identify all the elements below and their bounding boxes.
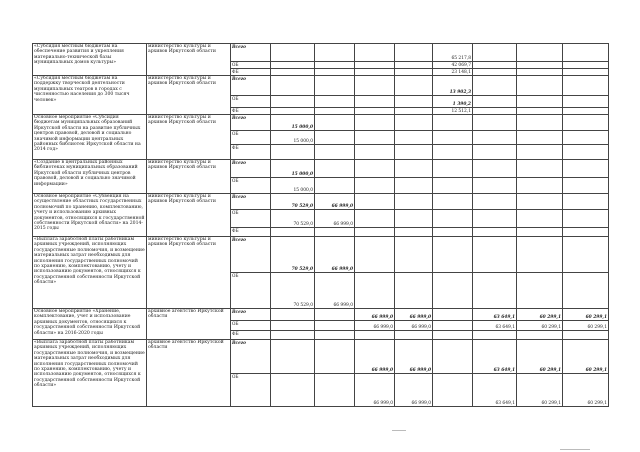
- amount-cell: [315, 228, 355, 237]
- amount-cell: [433, 160, 473, 178]
- amount-cell: [271, 374, 315, 407]
- amount-cell: [473, 210, 517, 228]
- amount-cell: [395, 210, 433, 228]
- amount-cell: [271, 145, 315, 160]
- amount-cell: 70 529,0: [271, 210, 315, 228]
- amount-cell: [433, 237, 473, 273]
- table-row: [33, 160, 609, 178]
- funding-source-label: ФБ: [231, 228, 271, 237]
- amount-cell: [395, 96, 433, 108]
- amount-cell: [517, 178, 563, 194]
- budget-table-sheet: [32, 43, 608, 407]
- amount-cell: [517, 115, 563, 131]
- amount-cell: 63 649,1: [473, 340, 517, 374]
- amount-cell: 60 299,1: [517, 374, 563, 407]
- table-body: [33, 44, 609, 407]
- amount-cell: [315, 178, 355, 194]
- amount-cell: [517, 160, 563, 178]
- executor-cell: архивное агентство Иркутской области: [147, 309, 231, 340]
- amount-cell: 66 999,0: [315, 194, 355, 210]
- amount-cell: [433, 178, 473, 194]
- amount-cell: [473, 62, 517, 69]
- amount-cell: [315, 69, 355, 76]
- activity-title: Основное мероприятие «Субвенция на осуществление областных государственных полномочий по хранению, комплектованию, учету и использованию архивных документов, относящихся к государственной собственности Иркутской области» на 2014-2015 годы: [33, 194, 147, 237]
- amount-cell: [473, 178, 517, 194]
- amount-cell: [563, 115, 609, 131]
- amount-cell: 63 649,1: [473, 374, 517, 407]
- amount-cell: [395, 62, 433, 69]
- amount-cell: [355, 131, 395, 145]
- amount-cell: [395, 160, 433, 178]
- amount-cell: [395, 237, 433, 273]
- amount-cell: [517, 62, 563, 69]
- funding-source-label: ОБ: [231, 96, 271, 108]
- amount-cell: 15 000,0: [271, 160, 315, 178]
- executor-cell: министерство культуры и архивов Иркутской области: [147, 44, 231, 76]
- amount-cell: [271, 309, 315, 321]
- amount-cell: 60 299,1: [563, 321, 609, 331]
- amount-cell: 15 000,0: [271, 178, 315, 194]
- executor-cell: министерство культуры и архивов Иркутской области: [147, 76, 231, 115]
- table-row: [33, 340, 609, 374]
- amount-cell: [563, 145, 609, 160]
- amount-cell: [315, 321, 355, 331]
- executor-cell: архивное агентство Иркутской области: [147, 340, 231, 407]
- amount-cell: [473, 76, 517, 96]
- amount-cell: 63 649,1: [473, 321, 517, 331]
- funding-source-label: ОБ: [231, 321, 271, 331]
- funding-source-label: Всего: [231, 340, 271, 374]
- amount-cell: 60 299,1: [563, 340, 609, 374]
- amount-cell: 66 999,0: [355, 309, 395, 321]
- amount-cell: [355, 178, 395, 194]
- amount-cell: 66 999,0: [315, 237, 355, 273]
- amount-cell: [563, 62, 609, 69]
- activity-title: Основное мероприятие «Хранение, комплектование, учет и использование архивных документов, относящихся к государственной собственности Иркутской области» на 2016-2020 годы: [33, 309, 147, 340]
- amount-cell: [355, 194, 395, 210]
- amount-cell: [355, 273, 395, 309]
- amount-cell: [355, 96, 395, 108]
- amount-cell: [433, 210, 473, 228]
- amount-cell: 60 299,1: [517, 309, 563, 321]
- table-row: [33, 76, 609, 96]
- amount-cell: [433, 228, 473, 237]
- executor-cell: министерство культуры и архивов Иркутской области: [147, 160, 231, 194]
- amount-cell: [271, 228, 315, 237]
- amount-cell: [563, 210, 609, 228]
- amount-cell: 63 649,1: [473, 309, 517, 321]
- amount-cell: 60 299,1: [563, 374, 609, 407]
- amount-cell: [315, 160, 355, 178]
- amount-cell: [315, 115, 355, 131]
- amount-cell: [473, 108, 517, 115]
- amount-cell: 60 299,1: [517, 321, 563, 331]
- amount-cell: 66 999,0: [355, 340, 395, 374]
- amount-cell: [355, 145, 395, 160]
- funding-source-label: ОБ: [231, 178, 271, 194]
- amount-cell: 66 999,0: [395, 321, 433, 331]
- amount-cell: [395, 44, 433, 62]
- amount-cell: [563, 44, 609, 62]
- funding-source-label: ФБ: [231, 108, 271, 115]
- amount-cell: [355, 108, 395, 115]
- amount-cell: [315, 145, 355, 160]
- amount-cell: 66 999,0: [395, 374, 433, 407]
- amount-cell: [563, 237, 609, 273]
- amount-cell: [517, 273, 563, 309]
- amount-cell: [563, 178, 609, 194]
- amount-cell: 12 512,1: [433, 108, 473, 115]
- amount-cell: [517, 194, 563, 210]
- funding-source-label: ОБ: [231, 374, 271, 407]
- amount-cell: [271, 331, 315, 340]
- funding-source-label: ОБ: [231, 62, 271, 69]
- amount-cell: 15 000,0: [271, 131, 315, 145]
- amount-cell: [473, 237, 517, 273]
- funding-source-label: ФБ: [231, 69, 271, 76]
- amount-cell: [315, 108, 355, 115]
- activity-title: «Выплата заработной платы работникам архивных учреждений, исполняющих государственные полномочия, и возмещение материальных затрат необходимых для исполнения государственных полномочий по хранению, комплектованию, учету и использованию документов, относящихся к государственной собственности Иркутской области»: [33, 237, 147, 309]
- amount-cell: [433, 374, 473, 407]
- amount-cell: [271, 44, 315, 62]
- amount-cell: 15 000,0: [271, 115, 315, 131]
- amount-cell: [355, 62, 395, 69]
- funding-source-label: Всего: [231, 237, 271, 273]
- amount-cell: [271, 96, 315, 108]
- amount-cell: [517, 131, 563, 145]
- amount-cell: [473, 160, 517, 178]
- amount-cell: [271, 321, 315, 331]
- amount-cell: [473, 194, 517, 210]
- budget-table: [32, 43, 609, 407]
- amount-cell: [395, 194, 433, 210]
- amount-cell: 65 217,8: [433, 44, 473, 62]
- amount-cell: [473, 131, 517, 145]
- amount-cell: [355, 210, 395, 228]
- amount-cell: 60 299,1: [563, 309, 609, 321]
- executor-cell: министерство культуры и архивов Иркутской области: [147, 194, 231, 237]
- amount-cell: [473, 273, 517, 309]
- amount-cell: [433, 273, 473, 309]
- funding-source-label: Всего: [231, 44, 271, 62]
- funding-source-label: Всего: [231, 309, 271, 321]
- amount-cell: 66 999,0: [395, 309, 433, 321]
- activity-title: «Субсидия местным бюджетам на поддержку творческой деятельности муниципальных театров в городах с численностью населения до 300 тысяч человек»: [33, 76, 147, 115]
- amount-cell: [433, 115, 473, 131]
- amount-cell: [517, 210, 563, 228]
- amount-cell: 66 999,0: [355, 321, 395, 331]
- amount-cell: [395, 178, 433, 194]
- amount-cell: [395, 76, 433, 96]
- amount-cell: [473, 331, 517, 340]
- amount-cell: [271, 76, 315, 96]
- table-row: [33, 237, 609, 273]
- funding-source-label: Всего: [231, 160, 271, 178]
- amount-cell: [563, 96, 609, 108]
- funding-source-label: ФБ: [231, 331, 271, 340]
- funding-source-label: Всего: [231, 115, 271, 131]
- amount-cell: [395, 273, 433, 309]
- funding-source-label: Всего: [231, 194, 271, 210]
- amount-cell: 42 069,7: [433, 62, 473, 69]
- funding-source-label: ОБ: [231, 131, 271, 145]
- activity-title: «Выплата заработной платы работникам архивных учреждений, исполняющих государственные полномочия, и возмещение материальных затрат необходимых для исполнения государственных полномочий по хранению, комплектованию, учету и использованию документов, относящихся к государственной собственности Иркутской области»: [33, 340, 147, 407]
- table-row: [33, 194, 609, 210]
- amount-cell: [433, 131, 473, 145]
- activity-title: «Субсидия местным бюджетам на обеспечение развития и укрепления материально-технической базы муниципальных домов культуры»: [33, 44, 147, 76]
- amount-cell: [395, 131, 433, 145]
- amount-cell: [395, 331, 433, 340]
- amount-cell: [315, 44, 355, 62]
- amount-cell: 66 999,0: [315, 210, 355, 228]
- amount-cell: 70 529,0: [271, 237, 315, 273]
- amount-cell: [517, 237, 563, 273]
- amount-cell: [271, 108, 315, 115]
- funding-source-label: ОБ: [231, 210, 271, 228]
- amount-cell: [355, 228, 395, 237]
- amount-cell: [563, 108, 609, 115]
- amount-cell: [355, 115, 395, 131]
- activity-title: «Создание в центральных районных библиотеках муниципальных образований Иркутской области публичных центров правовой, деловой и социально значимой информации»: [33, 160, 147, 194]
- amount-cell: [473, 44, 517, 62]
- table-row: [33, 309, 609, 321]
- amount-cell: [517, 108, 563, 115]
- amount-cell: [563, 69, 609, 76]
- amount-cell: [563, 76, 609, 96]
- funding-source-label: ОБ: [231, 273, 271, 309]
- amount-cell: [315, 131, 355, 145]
- amount-cell: [355, 160, 395, 178]
- amount-cell: [517, 228, 563, 237]
- executor-cell: министерство культуры и архивов Иркутской области: [147, 237, 231, 309]
- amount-cell: [473, 228, 517, 237]
- amount-cell: [271, 62, 315, 69]
- amount-cell: [433, 321, 473, 331]
- executor-cell: министерство культуры и архивов Иркутской области: [147, 115, 231, 160]
- amount-cell: [517, 331, 563, 340]
- amount-cell: [271, 340, 315, 374]
- amount-cell: 66 999,0: [315, 273, 355, 309]
- amount-cell: [433, 145, 473, 160]
- amount-cell: [473, 96, 517, 108]
- amount-cell: [473, 69, 517, 76]
- amount-cell: [395, 145, 433, 160]
- scan-mark: [560, 449, 590, 450]
- amount-cell: [433, 340, 473, 374]
- amount-cell: [517, 76, 563, 96]
- amount-cell: [355, 76, 395, 96]
- amount-cell: [473, 115, 517, 131]
- amount-cell: 70 529,0: [271, 194, 315, 210]
- amount-cell: [355, 69, 395, 76]
- funding-source-label: ФБ: [231, 145, 271, 160]
- amount-cell: [271, 69, 315, 76]
- amount-cell: [315, 340, 355, 374]
- amount-cell: [563, 194, 609, 210]
- amount-cell: [315, 96, 355, 108]
- amount-cell: [315, 62, 355, 69]
- amount-cell: 70 529,0: [271, 273, 315, 309]
- amount-cell: [433, 194, 473, 210]
- amount-cell: [563, 160, 609, 178]
- amount-cell: [395, 69, 433, 76]
- amount-cell: [315, 331, 355, 340]
- amount-cell: 13 902,3: [433, 76, 473, 96]
- amount-cell: 60 299,1: [517, 340, 563, 374]
- amount-cell: [517, 44, 563, 62]
- amount-cell: [355, 44, 395, 62]
- amount-cell: [563, 131, 609, 145]
- amount-cell: [433, 309, 473, 321]
- amount-cell: 66 999,0: [355, 374, 395, 407]
- amount-cell: [517, 145, 563, 160]
- amount-cell: [315, 374, 355, 407]
- amount-cell: [563, 228, 609, 237]
- amount-cell: 1 390,2: [433, 96, 473, 108]
- amount-cell: [433, 331, 473, 340]
- amount-cell: 23 148,1: [433, 69, 473, 76]
- amount-cell: [563, 331, 609, 340]
- amount-cell: [473, 145, 517, 160]
- scan-mark: [392, 430, 406, 431]
- table-row: [33, 44, 609, 62]
- amount-cell: [517, 69, 563, 76]
- amount-cell: [395, 115, 433, 131]
- activity-title: Основное мероприятие «Субсидия бюджетам муниципальных образований Иркутской области на развитие публичных центров правовой, деловой и социально значимой информации центральных районных библиотек Иркутской области на 2014 год»: [33, 115, 147, 160]
- funding-source-label: Всего: [231, 76, 271, 96]
- amount-cell: [315, 76, 355, 96]
- amount-cell: [395, 228, 433, 237]
- amount-cell: 66 999,0: [395, 340, 433, 374]
- amount-cell: [315, 309, 355, 321]
- amount-cell: [355, 331, 395, 340]
- amount-cell: [563, 273, 609, 309]
- amount-cell: [395, 108, 433, 115]
- table-row: [33, 115, 609, 131]
- amount-cell: [517, 96, 563, 108]
- amount-cell: [355, 237, 395, 273]
